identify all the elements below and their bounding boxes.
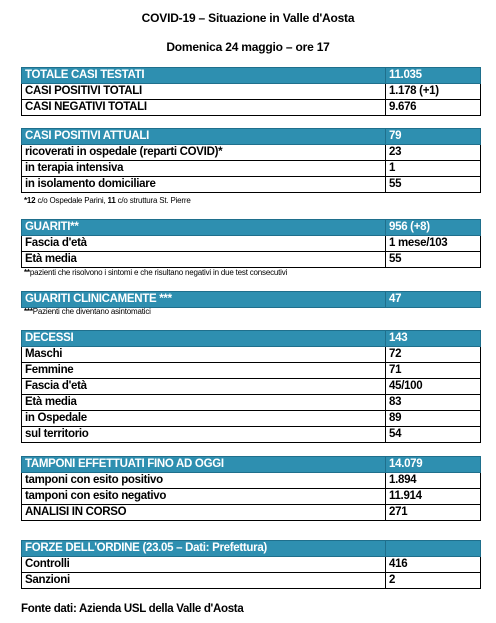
table-row: [22, 84, 481, 100]
row-value: 1: [386, 161, 481, 177]
row-label: CASI NEGATIVI TOTALI: [22, 100, 386, 116]
header-value: 11.035: [386, 68, 481, 84]
table-row: [22, 489, 481, 505]
table-header-row: [22, 220, 481, 236]
row-label: Fascia d'età: [22, 236, 386, 252]
table-row: [22, 573, 481, 589]
header-label: TAMPONI EFFETTUATI FINO AD OGGI: [22, 457, 386, 473]
row-label: Età media: [22, 395, 386, 411]
row-label: in isolamento domiciliare: [22, 177, 386, 193]
table-header-row: [22, 129, 481, 145]
footnote-text: Pazienti che diventano asintomatici: [32, 307, 151, 316]
data-source: Fonte dati: Azienda USL della Valle d'Aosta: [21, 603, 244, 615]
table-row: [22, 252, 481, 268]
header-label: GUARITI**: [22, 220, 386, 236]
header-value: 47: [386, 292, 481, 308]
row-value: 2: [386, 573, 481, 589]
header-value: 14.079: [386, 457, 481, 473]
row-label: Controlli: [22, 557, 386, 573]
footnote-text-parini: c/o Ospedale Parini,: [35, 196, 108, 205]
row-value: 23: [386, 145, 481, 161]
row-value: 54: [386, 427, 481, 443]
row-label: Fascia d'età: [22, 379, 386, 395]
header-label: TOTALE CASI TESTATI: [22, 68, 386, 84]
tested-table: [21, 67, 475, 116]
header-value: [386, 541, 481, 557]
row-value: 71: [386, 363, 481, 379]
table-row: [22, 427, 481, 443]
row-value: 72: [386, 347, 481, 363]
row-label: Maschi: [22, 347, 386, 363]
table-row: [22, 411, 481, 427]
police-table: [21, 540, 475, 589]
table-row: [22, 395, 481, 411]
table-header-row: [22, 541, 481, 557]
row-value: 1.894: [386, 473, 481, 489]
clinical-footnote: [24, 307, 151, 317]
row-label: ANALISI IN CORSO: [22, 505, 386, 521]
row-label: in terapia intensiva: [22, 161, 386, 177]
header-value: 956 (+8): [386, 220, 481, 236]
table-row: [22, 161, 481, 177]
row-value: 1.178 (+1): [386, 84, 481, 100]
footnote-marker: *: [24, 196, 27, 205]
table-row: [22, 505, 481, 521]
row-value: 83: [386, 395, 481, 411]
row-label: CASI POSITIVI TOTALI: [22, 84, 386, 100]
header-value: 143: [386, 331, 481, 347]
swabs-table: [21, 456, 475, 521]
footnote-text-stpierre: c/o struttura St. Pierre: [115, 196, 191, 205]
table-header-row: [22, 68, 481, 84]
table-row: [22, 473, 481, 489]
footnote-marker: **: [24, 268, 30, 277]
table-row: [22, 379, 481, 395]
row-label: tamponi con esito negativo: [22, 489, 386, 505]
table-header-row: [22, 292, 481, 308]
page-title: COVID-19 – Situazione in Valle d'Aosta: [141, 11, 355, 25]
current-cases-table: [21, 128, 475, 193]
footnote-text: pazienti che risolvono i sintomi e che risultano negativi in due test consecutivi: [29, 268, 288, 277]
recovered-footnote: [24, 268, 287, 278]
row-value: 1 mese/103: [386, 236, 481, 252]
clinical-recovered-table: [21, 291, 475, 308]
row-label: Età media: [22, 252, 386, 268]
row-value: 416: [386, 557, 481, 573]
row-value: 9.676: [386, 100, 481, 116]
row-label: ricoverati in ospedale (reparti COVID)*: [22, 145, 386, 161]
footnote-count-stpierre: 11: [107, 196, 116, 205]
table-row: [22, 177, 481, 193]
row-label: sul territorio: [22, 427, 386, 443]
table-row: [22, 557, 481, 573]
header-label: FORZE DELL'ORDINE (23.05 – Dati: Prefettura): [22, 541, 386, 557]
footnote-marker: ***: [24, 307, 33, 316]
table-row: [22, 236, 481, 252]
row-label: tamponi con esito positivo: [22, 473, 386, 489]
row-value: 271: [386, 505, 481, 521]
row-label: Femmine: [22, 363, 386, 379]
row-value: 45/100: [386, 379, 481, 395]
footnote-count-parini: 12: [26, 196, 36, 205]
header-label: GUARITI CLINICAMENTE ***: [22, 292, 386, 308]
table-row: [22, 363, 481, 379]
row-value: 11.914: [386, 489, 481, 505]
table-header-row: [22, 331, 481, 347]
row-value: 55: [386, 252, 481, 268]
row-label: Sanzioni: [22, 573, 386, 589]
hospital-footnote: [24, 196, 191, 206]
table-row: [22, 100, 481, 116]
table-row: [22, 145, 481, 161]
table-row: [22, 347, 481, 363]
header-value: 79: [386, 129, 481, 145]
row-value: 55: [386, 177, 481, 193]
table-header-row: [22, 457, 481, 473]
row-label: in Ospedale: [22, 411, 386, 427]
deaths-table: [21, 330, 475, 443]
row-value: 89: [386, 411, 481, 427]
recovered-table: [21, 219, 475, 268]
report-date: Domenica 24 maggio – ore 17: [166, 40, 330, 54]
header-label: DECESSI: [22, 331, 386, 347]
header-label: CASI POSITIVI ATTUALI: [22, 129, 386, 145]
